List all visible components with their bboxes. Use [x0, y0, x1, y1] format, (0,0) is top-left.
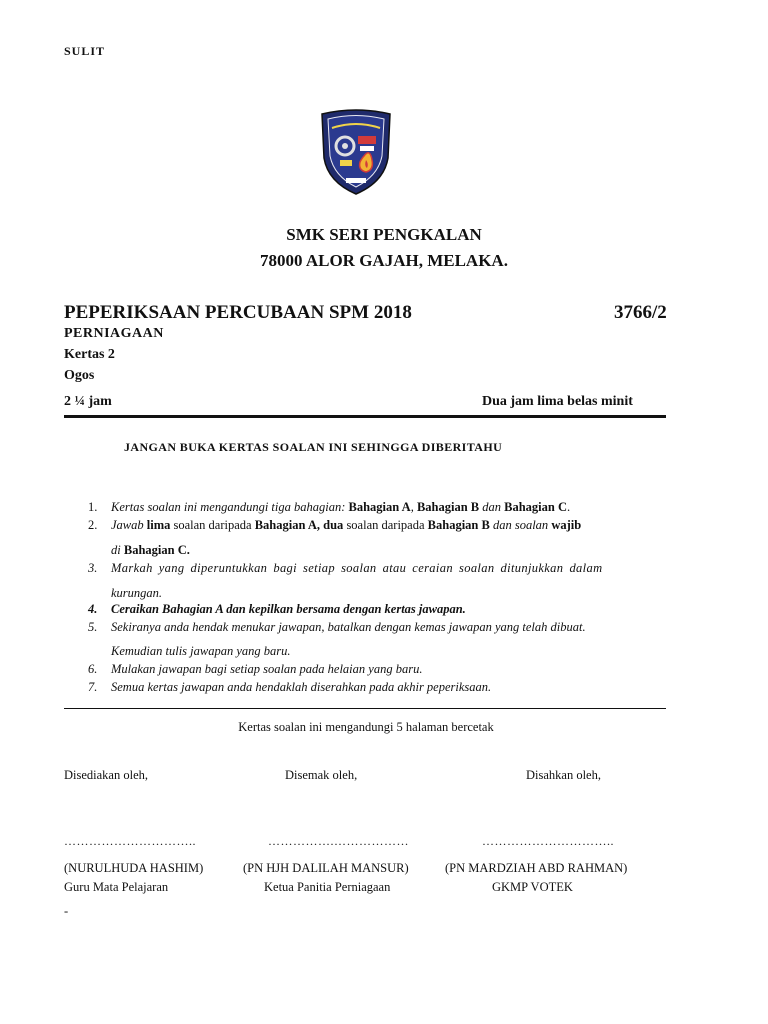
- approved-by-label: Disahkan oleh,: [526, 768, 601, 782]
- exam-month: Ogos: [64, 368, 95, 383]
- school-address: 78000 ALOR GAJAH, MELAKA.: [260, 251, 508, 270]
- classification-label: SULIT: [64, 44, 106, 58]
- section-b-label: Bahagian B: [427, 518, 490, 532]
- instruction-text: Kertas soalan ini mengandungi tiga bahagian:: [111, 500, 349, 514]
- section-a-label: Bahagian A: [348, 500, 411, 514]
- exam-paper: Kertas 2: [64, 347, 115, 362]
- trailing-dash: -: [64, 904, 69, 918]
- signatory-name-3: (PN MARDZIAH ABD RAHMAN): [445, 861, 628, 875]
- signature-line-1: …………………………..: [64, 834, 196, 848]
- instruction-emphasis: dua: [320, 518, 344, 532]
- instruction-text: Semua kertas jawapan anda hendaklah diserahkan pada akhir peperiksaan.: [111, 680, 492, 694]
- exam-subject: PERNIAGAAN: [64, 326, 164, 341]
- instruction-text: Markah yang diperuntukkan bagi setiap soalan atau ceraian soalan ditunjukkan dalam: [111, 561, 603, 575]
- instruction-number: 6.: [88, 662, 98, 676]
- instruction-text: Mulakan jawapan bagi setiap soalan pada helaian yang baru.: [111, 662, 423, 676]
- signatory-role-1: Guru Mata Pelajaran: [64, 880, 169, 894]
- section-a-label: Bahagian A,: [254, 518, 321, 532]
- section-c-label: Bahagian C: [504, 500, 567, 514]
- instruction-emphasis: lima: [146, 518, 171, 532]
- reviewed-by-label: Disemak oleh,: [285, 768, 358, 782]
- instruction-number: 3.: [88, 561, 98, 575]
- school-name: SMK SERI PENGKALAN: [286, 225, 482, 244]
- section-c-label: Bahagian C.: [123, 543, 190, 557]
- exam-duration: 2 ¼ jam: [64, 394, 112, 409]
- instruction-text: soalan daripada: [343, 518, 428, 532]
- instruction-text: Sekiranya anda hendak menukar jawapan, batalkan dengan kemas jawapan yang telah dibuat.: [111, 620, 586, 634]
- exam-duration-words: Dua jam lima belas minit: [482, 394, 633, 409]
- instruction-number: 4.: [88, 602, 98, 616]
- signature-line-2: …………….………………: [268, 834, 409, 848]
- signature-line-3: …………………………..: [482, 834, 614, 848]
- instruction-number: 7.: [88, 680, 98, 694]
- exam-code: 3766/2: [614, 302, 667, 323]
- instruction-text: Jawab: [111, 518, 147, 532]
- signatory-name-1: (NURULHUDA HASHIM): [64, 861, 204, 875]
- instruction-text: soalan daripada: [170, 518, 255, 532]
- instruction-text: Kemudian tulis jawapan yang baru.: [111, 644, 291, 658]
- instruction-number: 5.: [88, 620, 98, 634]
- instruction-text: Ceraikan Bahagian A dan kepilkan bersama dengan kertas jawapan.: [111, 602, 466, 616]
- prepared-by-label: Disediakan oleh,: [64, 768, 149, 782]
- signatory-name-2: (PN HJH DALILAH MANSUR): [243, 861, 409, 875]
- section-b-label: Bahagian B: [416, 500, 480, 514]
- school-crest-logo: [318, 108, 394, 196]
- instruction-text: dan: [479, 500, 505, 514]
- signatory-role-2: Ketua Panitia Perniagaan: [264, 880, 391, 894]
- instruction-text: .: [567, 500, 571, 514]
- exam-title: PEPERIKSAAN PERCUBAAN SPM 2018: [64, 302, 412, 323]
- instruction-text: dan soalan: [489, 518, 552, 532]
- instruction-text: kurungan.: [111, 586, 163, 600]
- instructions-divider: [64, 708, 666, 709]
- instruction-emphasis: wajib: [551, 518, 582, 532]
- header-divider: [64, 415, 666, 418]
- instruction-number: 1.: [88, 500, 98, 514]
- instruction-number: 2.: [88, 518, 98, 532]
- page-count-note: Kertas soalan ini mengandungi 5 halaman bercetak: [238, 720, 494, 734]
- instruction-text: ,: [410, 500, 417, 514]
- instruction-text: di: [111, 543, 124, 557]
- do-not-open-warning: JANGAN BUKA KERTAS SOALAN INI SEHINGGA DIBERITAHU: [124, 440, 503, 454]
- signatory-role-3: GKMP VOTEK: [492, 880, 573, 894]
